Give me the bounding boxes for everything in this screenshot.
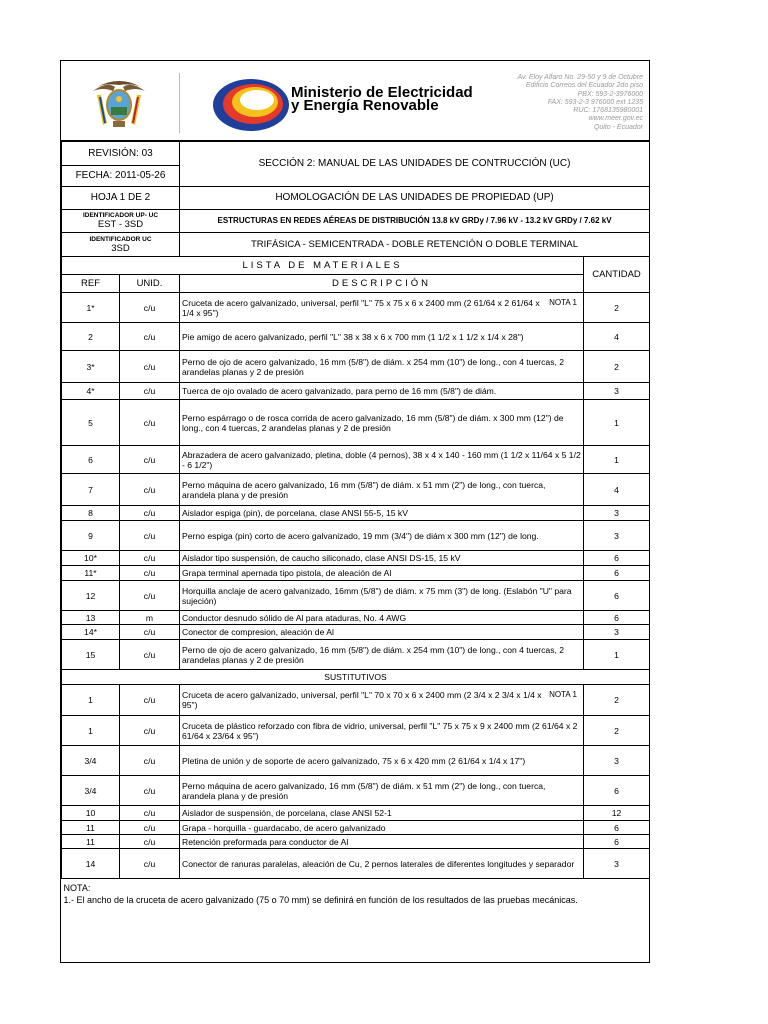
table-row <box>62 351 650 383</box>
notes-section <box>62 879 650 910</box>
description-cell <box>180 323 584 351</box>
unit-cell: c/u <box>120 551 180 566</box>
address-line: www.meer.gov.ec <box>588 115 643 123</box>
unit-cell: c/u <box>120 685 180 716</box>
quantity-cell: 4 <box>584 474 650 506</box>
description-cell <box>180 611 584 625</box>
quantity-cell: 2 <box>584 293 650 323</box>
quantity-header: CANTIDAD <box>584 257 650 293</box>
table-row <box>62 849 650 879</box>
description-cell <box>180 581 584 611</box>
table-row <box>62 776 650 806</box>
description-cell <box>180 625 584 640</box>
header-divider <box>179 73 180 133</box>
unit-cell: c/u <box>120 746 180 776</box>
unit-cell: c/u <box>120 506 180 521</box>
description-text: Cruceta de acero galvanizado, universal, perfil "L" 70 x 70 x 6 x 2400 mm (2 3/4 x 2 3/4 x 1/4 x 95") <box>182 690 542 710</box>
description-header: DESCRIPCIÓN <box>180 275 584 293</box>
up-uc-identifier <box>62 210 180 233</box>
table-row <box>62 400 650 446</box>
description-text: Aislador de suspensión, de porcelana, clase ANSI 52-1 <box>182 808 392 818</box>
description-text: Perno espárrago o de rosca corrida de acero galvanizado, 16 mm (5/8") de diám. x 300 mm (12") de long., con 4 tuercas, 2 arandelas planas y 2 de presión <box>182 412 564 433</box>
ref-cell: 14 <box>62 849 120 879</box>
description-text: Grapa terminal apernada tipo pistola, de aleación de Al <box>182 568 392 578</box>
homologation-title: HOMOLOGACIÓN DE LAS UNIDADES DE PROPIEDAD (UP) <box>180 187 650 210</box>
table-row <box>62 716 650 746</box>
sheet-number: HOJA 1 DE 2 <box>62 187 180 210</box>
description-text: Aislador tipo suspensión, de caucho siliconado, clase ANSI DS-15, 15 kV <box>182 553 461 563</box>
description-text: Conector de ranuras paralelas, aleación de Cu, 2 pernos laterales de diferentes longitudes y separador <box>182 858 575 869</box>
description-text: Tuerca de ojo ovalado de acero galvanizado, para perno de 16 mm (5/8") de diám. <box>182 386 497 396</box>
ministry-name-line2: y Energía Renovable <box>291 97 439 114</box>
note-reference: NOTA 1 <box>549 690 577 699</box>
unit-cell: c/u <box>120 640 180 670</box>
address-line: PBX: 593-2-3976000 <box>577 90 643 98</box>
quantity-cell: 12 <box>584 806 650 821</box>
description-text: Pletina de unión y de soporte de acero galvanizado, 75 x 6 x 420 mm (2 61/64 x 1/4 x 17") <box>182 755 526 766</box>
note-reference: NOTA 1 <box>549 297 577 307</box>
uc-identifier <box>62 233 180 257</box>
unit-cell: c/u <box>120 351 180 383</box>
ref-cell: 12 <box>62 581 120 611</box>
unit-cell: c/u <box>120 293 180 323</box>
quantity-cell: 3 <box>584 506 650 521</box>
ref-cell: 5 <box>62 400 120 446</box>
ref-cell: 1 <box>62 685 120 716</box>
unit-header: UNID. <box>120 275 180 293</box>
section-title: SECCIÓN 2: MANUAL DE LAS UNIDADES DE CONTRUCCIÓN (UC) <box>180 142 650 187</box>
table-row <box>62 521 650 551</box>
description-cell <box>180 293 584 323</box>
ref-cell: 2 <box>62 323 120 351</box>
unit-cell: c/u <box>120 806 180 821</box>
ministry-name-line1: Ministerio de Electricidad <box>291 84 473 101</box>
notes-title: NOTA: <box>63 883 91 893</box>
ref-header: REF <box>62 275 120 293</box>
unit-cell: c/u <box>120 323 180 351</box>
unit-cell: c/u <box>120 776 180 806</box>
ref-cell: 4* <box>62 383 120 400</box>
ministry-logo-icon <box>211 75 291 135</box>
substitutes-heading: SUSTITUTIVOS <box>62 670 650 685</box>
description-text: Conector de compresion, aleación de Al <box>182 627 334 637</box>
ref-cell: 3* <box>62 351 120 383</box>
table-row <box>62 806 650 821</box>
ref-cell: 1 <box>62 716 120 746</box>
letterhead <box>61 61 649 141</box>
description-cell <box>180 806 584 821</box>
ref-cell: 13 <box>62 611 120 625</box>
unit-cell: c/u <box>120 716 180 746</box>
table-row <box>62 821 650 835</box>
quantity-cell: 6 <box>584 611 650 625</box>
configuration-title: TRIFÁSICA - SEMICENTRADA - DOBLE RETENCIÓN O DOBLE TERMINAL <box>180 233 650 257</box>
description-text: Perno de ojo de acero galvanizado, 16 mm (5/8") de diám. x 254 mm (10") de long., con 4 tuercas, 2 arandelas planas y 2 de presión <box>182 356 565 377</box>
description-text: Grapa - horquilla - guardacabo, de acero galvanizado <box>182 822 386 833</box>
quantity-cell: 3 <box>584 625 650 640</box>
quantity-cell: 1 <box>584 640 650 670</box>
description-cell <box>180 351 584 383</box>
ref-cell: 1* <box>62 293 120 323</box>
quantity-cell: 2 <box>584 685 650 716</box>
uc-identifier-value: 3SD <box>111 242 130 254</box>
description-text: Perno máquina de acero galvanizado, 16 mm (5/8") de diám. x 51 mm (2") de long., con tuerca, arandela plana y de presión <box>182 479 546 500</box>
ref-cell: 10 <box>62 806 120 821</box>
unit-cell: c/u <box>120 474 180 506</box>
unit-cell: c/u <box>120 400 180 446</box>
address-line: Av. Eloy Alfaro No. 29-50 y 9 de Octubre <box>517 74 643 81</box>
description-cell <box>180 400 584 446</box>
description-text: Cruceta de acero galvanizado, universal, perfil "L" 75 x 75 x 6 x 2400 mm (2 61/64 x 2 61/64 x 1/4 x 95") <box>182 297 540 318</box>
table-row <box>62 566 650 581</box>
date: FECHA: 2011-05-26 <box>62 166 180 187</box>
table-row <box>62 383 650 400</box>
description-cell <box>180 474 584 506</box>
table-row <box>62 551 650 566</box>
table-row <box>62 625 650 640</box>
unit-cell: c/u <box>120 446 180 474</box>
description-cell <box>180 506 584 521</box>
ministry-name <box>291 86 473 112</box>
table-row <box>62 323 650 351</box>
unit-cell: c/u <box>120 849 180 879</box>
address-block <box>517 74 643 132</box>
note-1: 1.- El ancho de la cruceta de acero galvanizado (75 o 70 mm) se definirá en función de los resultados de las pruebas mecánicas. <box>63 895 578 905</box>
description-cell <box>180 776 584 806</box>
quantity-cell: 1 <box>584 400 650 446</box>
unit-cell: c/u <box>120 383 180 400</box>
table-row <box>62 506 650 521</box>
table-row <box>62 293 650 323</box>
ref-cell: 14* <box>62 625 120 640</box>
ref-cell: 11 <box>62 821 120 835</box>
address-line: FAX: 593-2-3 976000 ext 1235 <box>547 98 643 106</box>
revision: REVISIÓN: 03 <box>62 142 180 166</box>
address-line: Quito - Ecuador <box>593 123 643 131</box>
ref-cell: 6 <box>62 446 120 474</box>
unit-cell: c/u <box>120 581 180 611</box>
unit-cell: c/u <box>120 521 180 551</box>
address-line: Edificio Correos del Ecuador 2do piso <box>525 82 643 90</box>
quantity-cell: 3 <box>584 521 650 551</box>
table-row <box>62 746 650 776</box>
description-cell <box>180 640 584 670</box>
ref-cell: 3/4 <box>62 746 120 776</box>
description-cell <box>180 383 584 400</box>
coat-of-arms-icon <box>89 77 149 133</box>
quantity-cell: 6 <box>584 551 650 566</box>
quantity-cell: 2 <box>584 716 650 746</box>
structure-description: ESTRUCTURAS EN REDES AÉREAS DE DISTRIBUCIÓN 13.8 kV GRDy / 7.96 kV - 13.2 kV GRDy / 7.62 kV <box>180 210 650 233</box>
quantity-cell: 6 <box>584 821 650 835</box>
table-row <box>62 640 650 670</box>
description-cell <box>180 821 584 835</box>
ref-cell: 11* <box>62 566 120 581</box>
description-text: Perno espiga (pin) corto de acero galvanizado, 19 mm (3/4") de diám x 300 mm (12") de long. <box>182 530 539 541</box>
ref-cell: 11 <box>62 835 120 849</box>
description-text: Perno de ojo de acero galvanizado, 16 mm (5/8") de diám. x 254 mm (10") de long., con 4 tuercas, 2 arandelas planas y 2 de presión <box>182 644 565 665</box>
description-text: Pie amigo de acero galvanizado, perfil "L" 38 x 38 x 6 x 700 mm (1 1/2 x 1 1/2 x 1/4 x 28") <box>182 331 524 342</box>
table-row <box>62 446 650 474</box>
unit-cell: c/u <box>120 835 180 849</box>
quantity-cell: 3 <box>584 383 650 400</box>
description-text: Horquilla anclaje de acero galvanizado, 16mm (5/8") de diám. x 75 mm (3") de long. (Eslabón "U" para sujeción) <box>182 585 572 606</box>
description-cell <box>180 521 584 551</box>
description-text: Abrazadera de acero galvanizado, pletina, doble (4 pernos), 38 x 4 x 140 - 160 mm (1 1/2 x 11/64 x 5 1/2 - 6 1/2") <box>182 449 581 470</box>
quantity-cell: 4 <box>584 323 650 351</box>
table-row <box>62 474 650 506</box>
description-cell <box>180 746 584 776</box>
ref-cell: 15 <box>62 640 120 670</box>
description-cell <box>180 849 584 879</box>
unit-cell: m <box>120 611 180 625</box>
table-row <box>62 685 650 716</box>
description-text: Aislador espiga (pin), de porcelana, clase ANSI 55-5, 15 kV <box>182 508 408 518</box>
table-row <box>62 835 650 849</box>
materials-table <box>61 141 650 909</box>
quantity-cell: 2 <box>584 351 650 383</box>
description-cell <box>180 685 584 716</box>
table-row <box>62 581 650 611</box>
quantity-cell: 3 <box>584 746 650 776</box>
materials-rows <box>62 293 650 670</box>
uc-identifier-label: IDENTIFICADOR UC <box>89 235 152 243</box>
quantity-cell: 3 <box>584 849 650 879</box>
ref-cell: 9 <box>62 521 120 551</box>
substitutes-rows <box>62 685 650 879</box>
quantity-cell: 6 <box>584 566 650 581</box>
up-uc-identifier-label: IDENTIFICADOR UP- UC <box>82 212 159 219</box>
table-row <box>62 611 650 625</box>
unit-cell: c/u <box>120 625 180 640</box>
quantity-cell: 6 <box>584 776 650 806</box>
quantity-cell: 6 <box>584 581 650 611</box>
description-cell <box>180 566 584 581</box>
description-cell <box>180 716 584 746</box>
ref-cell: 8 <box>62 506 120 521</box>
description-text: Conductor desnudo sólido de Al para ataduras, No. 4 AWG <box>182 612 407 623</box>
unit-cell: c/u <box>120 821 180 835</box>
description-cell <box>180 835 584 849</box>
description-cell <box>180 551 584 566</box>
address-line: RUC: 1768135980001 <box>573 107 643 115</box>
quantity-cell: 6 <box>584 835 650 849</box>
quantity-cell: 1 <box>584 446 650 474</box>
description-text: Retención preformada para conductor de Al <box>182 836 349 847</box>
description-text: Perno máquina de acero galvanizado, 16 mm (5/8") de diám. x 51 mm (2") de long., con tuerca, arandela plana y de presión <box>182 780 546 801</box>
materials-list-heading: LISTA DE MATERIALES <box>62 257 584 275</box>
description-text: Cruceta de plástico reforzado con fibra de vidrio, universal, perfil "L" 75 x 75 x 9 x 2400 mm (2 61/64 x 2 61/64 x 23/64 x 95") <box>182 720 578 741</box>
up-uc-identifier-value: EST - 3SD <box>97 219 144 230</box>
description-cell <box>180 446 584 474</box>
ref-cell: 3/4 <box>62 776 120 806</box>
ref-cell: 7 <box>62 474 120 506</box>
unit-cell: c/u <box>120 566 180 581</box>
document-frame <box>60 60 650 963</box>
ref-cell: 10* <box>62 551 120 566</box>
